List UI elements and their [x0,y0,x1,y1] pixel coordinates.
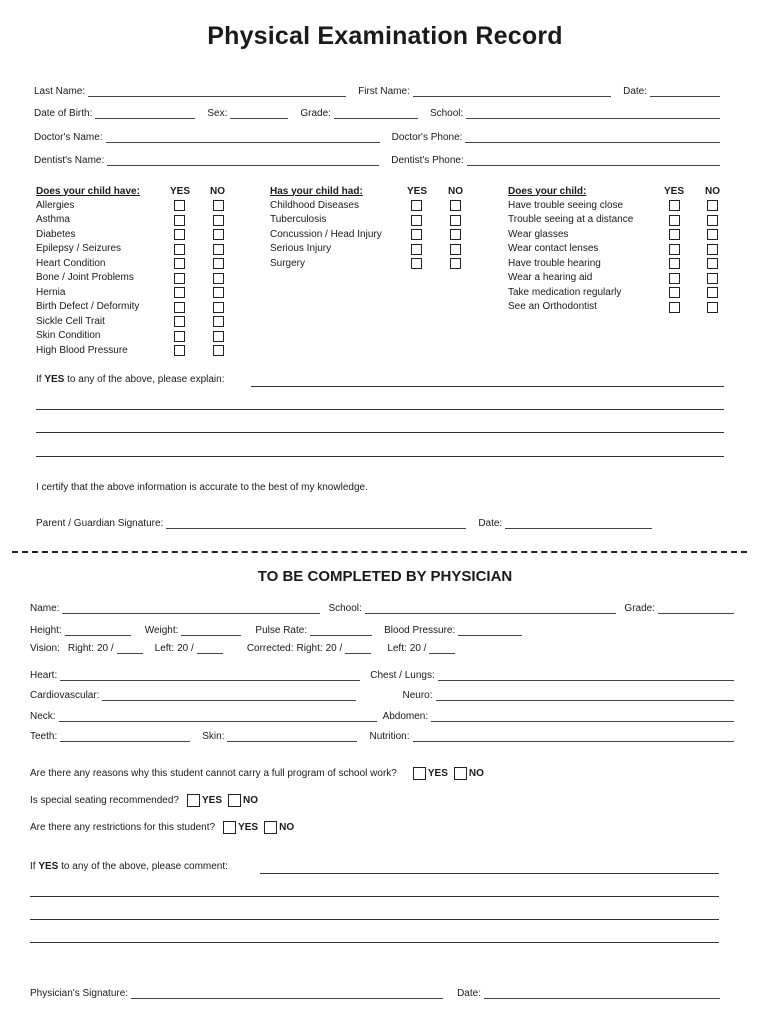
explain-label: If YES to any of the above, please explain: [36,374,225,385]
skin-field[interactable] [227,732,357,742]
parent-signature-row [36,515,652,529]
skin-label: Skin: [202,731,225,742]
abdomen-label: Abdomen: [382,711,429,722]
comment-line-3[interactable] [30,919,719,920]
checklist-item-label: Wear contact lenses [508,243,599,255]
no-checkbox[interactable] [213,215,224,226]
name-row [34,83,720,97]
no-checkbox[interactable] [213,258,224,269]
yes-checkbox[interactable] [669,215,680,226]
no-header: NO [448,185,463,197]
dentist-phone-label: Dentist's Phone: [391,155,464,166]
cardio-field[interactable] [102,691,356,701]
doctor-row [34,129,720,143]
checklist-item [36,198,236,213]
dob-field[interactable] [95,109,195,119]
checklist-item [36,285,236,300]
vision-right-label: Right: [67,643,94,654]
weight-label: Weight: [144,625,179,636]
checklist-item-label: Hernia [36,286,66,298]
sex-label: Sex: [207,108,228,119]
yes-checkbox[interactable] [174,229,185,240]
teeth-row [30,728,734,742]
parent-date-label: Date: [478,518,503,529]
no-checkbox[interactable] [213,273,224,284]
checklist-item-label: Epilepsy / Seizures [36,243,122,255]
vision-right-field[interactable] [117,644,143,654]
no-label: NO [279,822,295,833]
no-checkbox[interactable] [213,229,224,240]
physician-date-label: Date: [457,988,481,999]
nutrition-field[interactable] [413,732,735,742]
doctor-phone-field[interactable] [465,133,720,143]
no-checkbox[interactable] [228,794,241,807]
no-checkbox[interactable] [450,215,461,226]
yes-checkbox[interactable] [174,273,185,284]
yes-label: YES [238,822,259,833]
checklist-item [508,198,723,213]
neuro-label: Neuro: [402,690,433,701]
teeth-field[interactable] [60,732,190,742]
checklist-item [36,314,236,329]
pulse-field[interactable] [310,626,372,636]
dentist-phone-field[interactable] [467,156,720,166]
explain-line-2[interactable] [36,409,724,410]
last-name-field[interactable] [88,87,346,97]
physician-signature-label: Physician's Signature: [30,988,129,999]
cardio-row [30,687,734,701]
checklist-item-label: Have trouble hearing [508,257,601,269]
checklist-item [270,198,470,213]
checklist-item [36,227,236,242]
no-checkbox[interactable] [707,215,718,226]
doctor-phone-label: Doctor's Phone: [391,132,463,143]
comment-line-2[interactable] [30,896,719,897]
dob-label: Date of Birth: [34,108,93,119]
checklist-header: Does your child have: [36,185,140,197]
teeth-label: Teeth: [30,731,58,742]
checklist-item [508,300,723,315]
bp-field[interactable] [458,626,522,636]
vitals-row [30,622,550,636]
date-label: Date: [623,86,647,97]
physician-name-row [30,600,734,614]
checklist-item [270,256,470,271]
certify-text: I certify that the above information is accurate to the best of my knowledge. [36,482,368,493]
yes-checkbox[interactable] [669,273,680,284]
bp-label: Blood Pressure: [384,625,456,636]
no-checkbox[interactable] [450,200,461,211]
checklist-item-label: Surgery [270,257,306,269]
checklist-header: Has your child had: [270,185,363,197]
vision-row [30,640,515,654]
name-field[interactable] [62,604,320,614]
question-full-program [30,767,484,780]
checklist-item-label: Heart Condition [36,257,106,269]
no-checkbox[interactable] [213,287,224,298]
parent-date-field[interactable] [505,519,652,529]
comment-line-4[interactable] [30,942,719,943]
parent-signature-label: Parent / Guardian Signature: [36,518,164,529]
no-checkbox[interactable] [213,200,224,211]
checklist-item [270,227,470,242]
corrected-label: Corrected: [246,643,294,654]
yes-checkbox[interactable] [174,345,185,356]
nutrition-label: Nutrition: [369,731,410,742]
checklist-item-label: Childhood Diseases [270,199,359,211]
checklist-item-label: Allergies [36,199,75,211]
dentist-row [34,152,720,166]
no-checkbox[interactable] [707,244,718,255]
physician-section-title: TO BE COMPLETED BY PHYSICIAN [257,568,513,585]
sex-field[interactable] [230,109,288,119]
question-restrictions [30,821,294,834]
checklist-item-label: High Blood Pressure [36,344,128,356]
yes-header: YES [664,185,685,197]
question-text: Are there any restrictions for this student? [30,822,216,833]
neuro-field[interactable] [436,691,735,701]
yes-checkbox[interactable] [174,331,185,342]
yes-checkbox[interactable] [174,215,185,226]
school-label: School: [328,603,362,614]
school-label: School: [429,108,464,119]
name-label: Name: [30,603,60,614]
cardio-label: Cardiovascular: [30,690,100,701]
grade-field[interactable] [334,109,418,119]
yes-checkbox[interactable] [669,287,680,298]
first-name-field[interactable] [413,87,611,97]
no-checkbox[interactable] [707,258,718,269]
checklist-item [36,213,236,228]
last-name-label: Last Name: [34,86,86,97]
vision-label: Vision: [30,643,60,654]
neck-row [30,708,734,722]
heart-field[interactable] [60,671,360,681]
vision-right-20: 20 / [96,643,114,654]
yes-checkbox[interactable] [411,215,422,226]
yes-checkbox[interactable] [411,258,422,269]
corrected-left-20: 20 / [409,643,427,654]
corrected-right-20: 20 / [325,643,343,654]
yes-checkbox[interactable] [187,794,200,807]
yes-checkbox[interactable] [174,258,185,269]
no-checkbox[interactable] [707,273,718,284]
vision-left-label: Left: [154,643,175,654]
dentist-name-field[interactable] [107,156,379,166]
checklist-item [508,242,723,257]
height-label: Height: [30,625,62,636]
yes-checkbox[interactable] [174,316,185,327]
no-checkbox[interactable] [213,331,224,342]
neck-label: Neck: [30,711,56,722]
checklist-item-label: Asthma [36,214,70,226]
no-checkbox[interactable] [264,821,277,834]
dob-row [34,105,720,119]
date-field[interactable] [650,87,720,97]
no-checkbox[interactable] [213,316,224,327]
no-checkbox[interactable] [450,258,461,269]
doctor-name-field[interactable] [106,133,380,143]
checklist-child-had [270,184,470,271]
checklist-item [508,227,723,242]
no-header: NO [705,185,720,197]
corrected-right-field[interactable] [345,644,371,654]
corrected-right-label: Right: [296,643,323,654]
yes-checkbox[interactable] [411,229,422,240]
yes-header: YES [170,185,191,197]
checklist-item-label: Birth Defect / Deformity [36,301,140,313]
school-field[interactable] [365,604,617,614]
checklist-item-label: Trouble seeing at a distance [508,214,634,226]
checklist-item-label: Take medication regularly [508,286,622,298]
no-checkbox[interactable] [707,302,718,313]
no-label: NO [468,768,484,779]
comment-label: If YES to any of the above, please comment: [30,861,228,872]
yes-checkbox[interactable] [669,258,680,269]
checklist-item [36,343,236,358]
abdomen-field[interactable] [431,712,734,722]
yes-checkbox[interactable] [669,302,680,313]
yes-checkbox[interactable] [174,287,185,298]
doctor-name-label: Doctor's Name: [34,132,103,143]
no-checkbox[interactable] [213,345,224,356]
grade-label: Grade: [624,603,655,614]
checklist-item-label: Sickle Cell Trait [36,315,105,327]
checklist-item-label: Have trouble seeing close [508,199,624,211]
pulse-label: Pulse Rate: [255,625,308,636]
first-name-label: First Name: [358,86,410,97]
yes-checkbox[interactable] [174,302,185,313]
page-title: Physical Examination Record [207,22,563,50]
no-checkbox[interactable] [450,229,461,240]
physician-signature-row [30,985,720,999]
checklist-header: Does your child: [508,185,587,197]
checklist-child-have [36,184,236,358]
yes-checkbox[interactable] [223,821,236,834]
yes-header: YES [407,185,428,197]
no-label: NO [243,795,258,806]
checklist-item-label: See an Orthodontist [508,301,597,313]
explain-line-3[interactable] [36,432,724,433]
yes-label: YES [201,795,222,806]
checklist-item [36,256,236,271]
checklist-item-label: Diabetes [36,228,76,240]
vision-left-field[interactable] [197,644,223,654]
checklist-child-does [508,184,723,314]
comment-line-1[interactable] [260,873,719,874]
checklist-item-label: Wear glasses [508,228,569,240]
checklist-item [36,242,236,257]
chest-field[interactable] [438,671,734,681]
yes-checkbox[interactable] [669,229,680,240]
heart-row [30,667,734,681]
explain-line-4[interactable] [36,456,724,457]
question-text: Is special seating recommended? [30,795,179,806]
no-checkbox[interactable] [454,767,467,780]
corrected-left-label: Left: [387,643,407,654]
checklist-item [270,213,470,228]
yes-checkbox[interactable] [411,200,422,211]
grade-field[interactable] [658,604,734,614]
vision-left-20: 20 / [177,643,194,654]
neck-field[interactable] [59,712,377,722]
grade-label: Grade: [300,108,331,119]
no-checkbox[interactable] [707,287,718,298]
checklist-item [508,285,723,300]
no-header: NO [210,185,225,197]
checklist-item-label: Tuberculosis [270,214,327,226]
no-checkbox[interactable] [707,229,718,240]
question-special-seating [30,794,258,807]
no-checkbox[interactable] [213,302,224,313]
checklist-item [36,271,236,286]
weight-field[interactable] [181,626,241,636]
heart-label: Heart: [30,670,58,681]
yes-checkbox[interactable] [174,200,185,211]
yes-checkbox[interactable] [413,767,426,780]
no-checkbox[interactable] [707,200,718,211]
checklist-item [36,329,236,344]
yes-label: YES [427,768,448,779]
checklist-item [270,242,470,257]
checklist-item-label: Wear a hearing aid [508,272,593,284]
school-field[interactable] [466,109,720,119]
checklist-item-label: Skin Condition [36,330,101,342]
yes-checkbox[interactable] [174,244,185,255]
physician-signature-field[interactable] [131,989,443,999]
checklist-item-label: Concussion / Head Injury [270,228,382,240]
checklist-item [508,256,723,271]
checklist-item [36,300,236,315]
dentist-name-label: Dentist's Name: [34,155,105,166]
explain-line-1[interactable] [251,386,724,387]
no-checkbox[interactable] [450,244,461,255]
yes-checkbox[interactable] [669,244,680,255]
checklist-item [508,271,723,286]
checklist-item [508,213,723,228]
cut-line-divider [12,551,747,553]
checklist-item-label: Bone / Joint Problems [36,272,134,284]
parent-signature-field[interactable] [166,519,466,529]
height-field[interactable] [65,626,131,636]
checklist-item-label: Serious Injury [270,243,332,255]
chest-label: Chest / Lungs: [370,670,435,681]
no-checkbox[interactable] [213,244,224,255]
question-text: Are there any reasons why this student cannot carry a full program of school work? [30,768,397,779]
yes-checkbox[interactable] [411,244,422,255]
corrected-left-field[interactable] [429,644,455,654]
yes-checkbox[interactable] [669,200,680,211]
physician-date-field[interactable] [484,989,720,999]
